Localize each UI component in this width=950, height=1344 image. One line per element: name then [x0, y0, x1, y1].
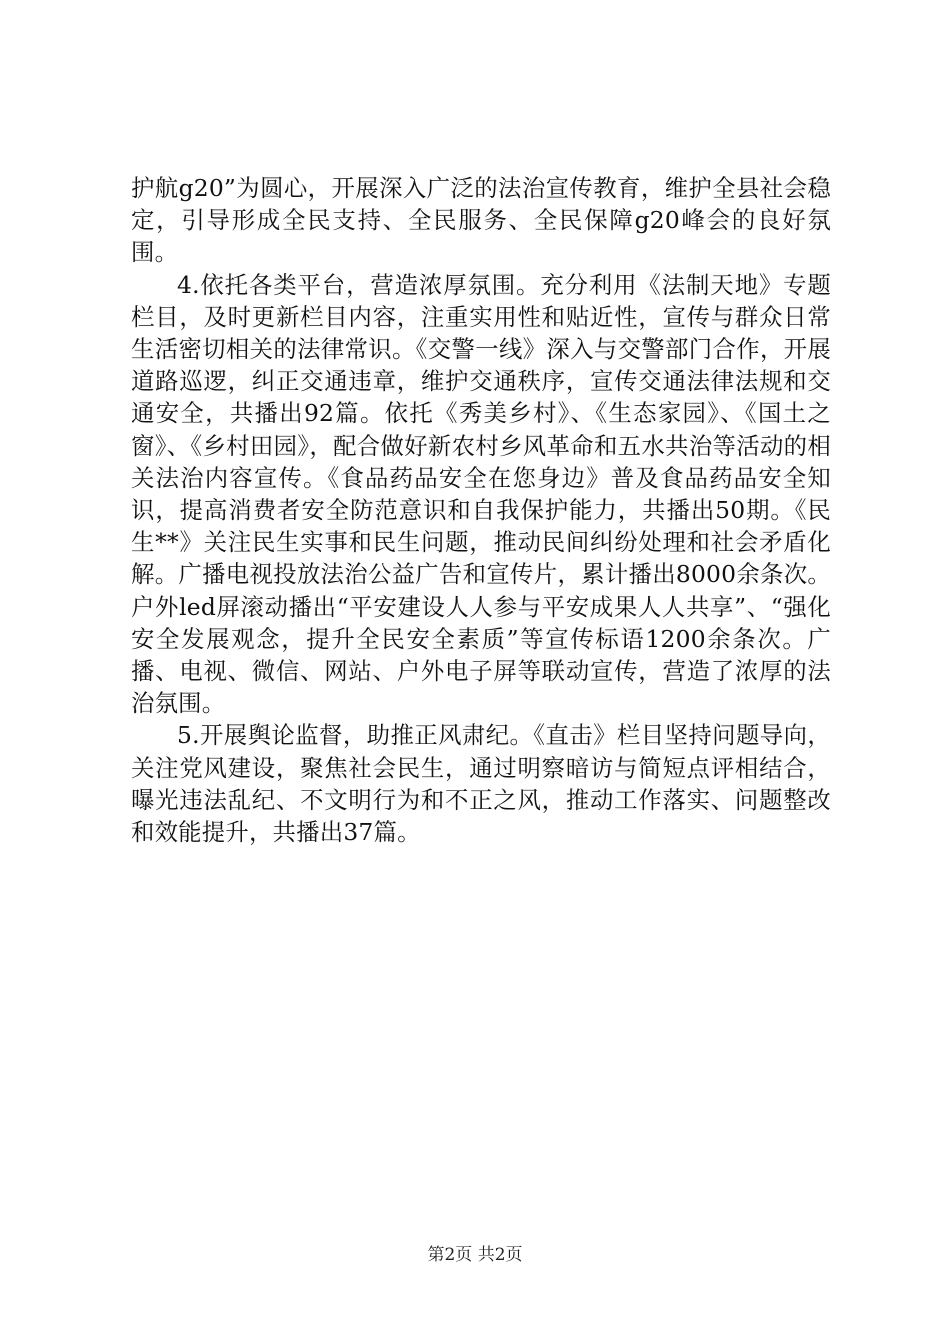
page-footer	[0, 1245, 950, 1265]
paragraph-item-4: 4.依托各类平台，营造浓厚氛围。充分利用《法制天地》专题栏目，及时更新栏目内容，注重实用性和贴近性，宣传与群众日常生活密切相关的法律常识。《交警一线》深入与交警部门合作，开展道路巡逻，纠正交通违章，维护交通秩序，宣传交通法律法规和交通安全，共播出92篇。依托《秀美乡村》、《生态家园》、《国土之窗》、《乡村田园》，配合做好新农村乡风革命和五水共治等活动的相关法治内容宣传。《食品药品安全在您身边》普及食品药品安全知识，提高消费者安全防范意识和自我保护能力，共播出50期。《民生**》关注民生实事和民生问题，推动民间纠纷处理和社会矛盾化解。广播电视投放法治公益广告和宣传片，累计播出8000余条次。户外led屏滚动播出“平安建设人人参与平安成果人人共享”、“强化安全发展观念，提升全民安全素质”等宣传标语1200余条次。广播、电视、微信、网站、户外电子屏等联动宣传，营造了浓厚的法治氛围。	[131, 270, 831, 718]
document-body	[131, 172, 831, 848]
paragraph-continuation: 护航g20”为圆心，开展深入广泛的法治宣传教育，维护全县社会稳定，引导形成全民支持、全民服务、全民保障g20峰会的良好氛围。	[131, 174, 831, 267]
paragraph-item-5: 5.开展舆论监督，助推正风肃纪。《直击》栏目坚持问题导向，关注党风建设，聚焦社会民生，通过明察暗访与简短点评相结合，曝光违法乱纪、不文明行为和不正之风，推动工作落实、问题整改和效能提升，共播出37篇。	[131, 721, 831, 847]
page-number-label: 第2页 共2页	[427, 1245, 523, 1265]
